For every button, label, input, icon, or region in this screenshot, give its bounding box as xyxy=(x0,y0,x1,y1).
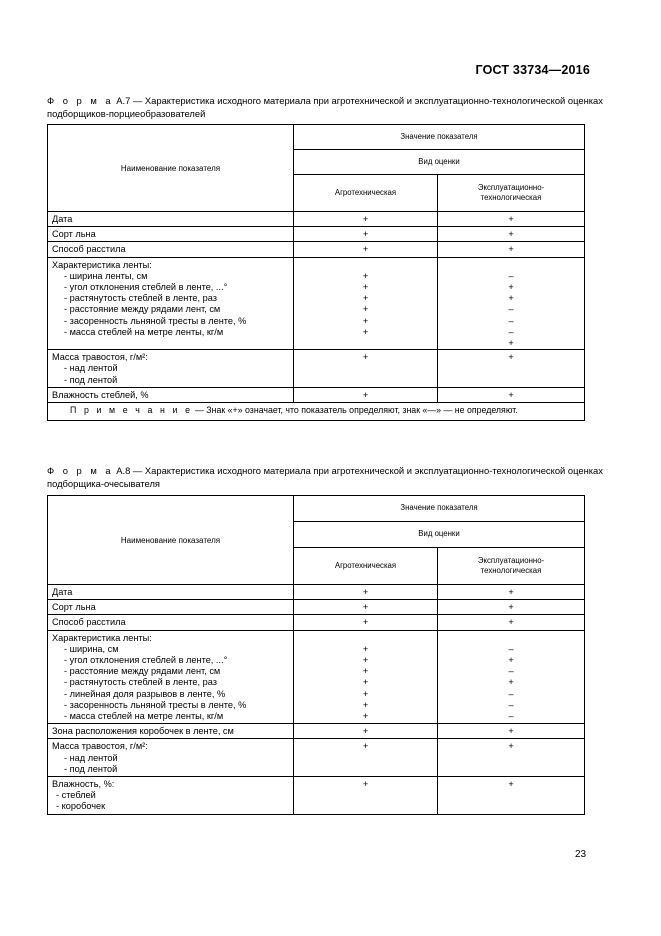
form-a8-caption-word: Ф о р м а xyxy=(47,465,114,476)
expl-value: + xyxy=(438,387,585,402)
table-row xyxy=(48,777,585,815)
table-row xyxy=(48,212,585,227)
form-a7-body xyxy=(48,212,585,403)
agro-value: + xyxy=(294,600,438,615)
value-column-header: Значение показателя xyxy=(294,496,585,522)
agro-value: + xyxy=(294,227,438,242)
expl-value: + xyxy=(438,212,585,227)
form-a7-caption xyxy=(47,95,615,120)
form-a8-table xyxy=(47,495,585,815)
form-a8-caption-text: А.8 — Характеристика исходного материала при агротехнической и эксплуатационно-технологической оценках подборщика-очесывателя xyxy=(47,465,603,489)
expl-value: + xyxy=(438,777,585,815)
form-a8-body xyxy=(48,585,585,815)
form-a8-caption xyxy=(47,465,615,490)
expl-column-header: Эксплуатационно- технологическая xyxy=(438,548,585,585)
agro-value: + xyxy=(294,777,438,815)
agro-value: + xyxy=(294,242,438,257)
name-column-header: Наименование показателя xyxy=(48,496,294,585)
table-row xyxy=(48,242,585,257)
indicator-name: Зона расположения коробочек в ленте, см xyxy=(48,724,294,739)
expl-value: – + – + – – – xyxy=(438,630,585,724)
indicator-name: Способ расстила xyxy=(48,615,294,630)
agro-value: + xyxy=(294,615,438,630)
table-row xyxy=(48,387,585,402)
expl-value: + xyxy=(438,615,585,630)
expl-value: + xyxy=(438,724,585,739)
agro-value: + xyxy=(294,212,438,227)
form-a7-note: П р и м е ч а н и е — Знак «+» означает, что показатель определяют, знак «—» — не определяют. xyxy=(48,403,585,421)
expl-value: + xyxy=(438,600,585,615)
table-row xyxy=(48,630,585,724)
agro-value: + xyxy=(294,387,438,402)
expl-value: + xyxy=(438,242,585,257)
indicator-name: Способ расстила xyxy=(48,242,294,257)
indicator-name: Характеристика ленты: - ширина ленты, см - угол отклонения стеблей в ленте, ...° - растянутость стеблей в ленте, раз - расстояние между рядами лент, см - засоренность льняной тресты в ленте, % - масса стеблей на метре ленты, кг/м xyxy=(48,257,294,350)
standard-number: ГОСТ 33734—2016 xyxy=(475,63,590,77)
table-row xyxy=(48,615,585,630)
agro-value: + xyxy=(294,724,438,739)
agro-value: + xyxy=(294,585,438,600)
table-row xyxy=(48,227,585,242)
evaluation-kind-header: Вид оценки xyxy=(294,522,585,548)
agro-value: + + + + + + + xyxy=(294,630,438,724)
form-a7-table xyxy=(47,124,585,421)
table-row xyxy=(48,350,585,388)
expl-column-header: Эксплуатационно- технологическая xyxy=(438,175,585,212)
indicator-name: Сорт льна xyxy=(48,227,294,242)
indicator-name: Масса травостоя, г/м²: - над лентой - под лентой xyxy=(48,350,294,388)
agro-value: + xyxy=(294,350,438,388)
indicator-name: Сорт льна xyxy=(48,600,294,615)
table-row xyxy=(48,257,585,350)
indicator-name: Характеристика ленты: - ширина, см - угол отклонения стеблей в ленте, ...° - расстояние между рядами лент, см - растянутость стеблей в ленте, раз - линейная доля разрывов в ленте, % - засоренность льняной тресты в ленте, % - масса стеблей на метре ленты, кг/м xyxy=(48,630,294,724)
table-row xyxy=(48,724,585,739)
form-a7-caption-word: Ф о р м а xyxy=(47,95,114,106)
expl-value: – + + – – – + xyxy=(438,257,585,350)
indicator-name: Масса травостоя, г/м²: - над лентой - под лентой xyxy=(48,739,294,777)
page-number: 23 xyxy=(575,849,587,860)
expl-value: + xyxy=(438,585,585,600)
expl-value: + xyxy=(438,350,585,388)
indicator-name: Влажность, %: - стеблей - коробочек xyxy=(48,777,294,815)
value-column-header: Значение показателя xyxy=(294,125,585,150)
expl-value: + xyxy=(438,227,585,242)
agro-value: + xyxy=(294,739,438,777)
agro-column-header: Агротехническая xyxy=(294,175,438,212)
table-row xyxy=(48,585,585,600)
table-row xyxy=(48,739,585,777)
indicator-name: Дата xyxy=(48,212,294,227)
evaluation-kind-header: Вид оценки xyxy=(294,150,585,175)
expl-value: + xyxy=(438,739,585,777)
agro-column-header: Агротехническая xyxy=(294,548,438,585)
indicator-name: Дата xyxy=(48,585,294,600)
indicator-name: Влажность стеблей, % xyxy=(48,387,294,402)
agro-value: + + + + + + xyxy=(294,257,438,350)
form-a7-caption-text: А.7 — Характеристика исходного материала при агротехнической и эксплуатационно-технологической оценках подборщиков-порциеобразователей xyxy=(47,95,603,119)
table-row xyxy=(48,600,585,615)
name-column-header: Наименование показателя xyxy=(48,125,294,212)
